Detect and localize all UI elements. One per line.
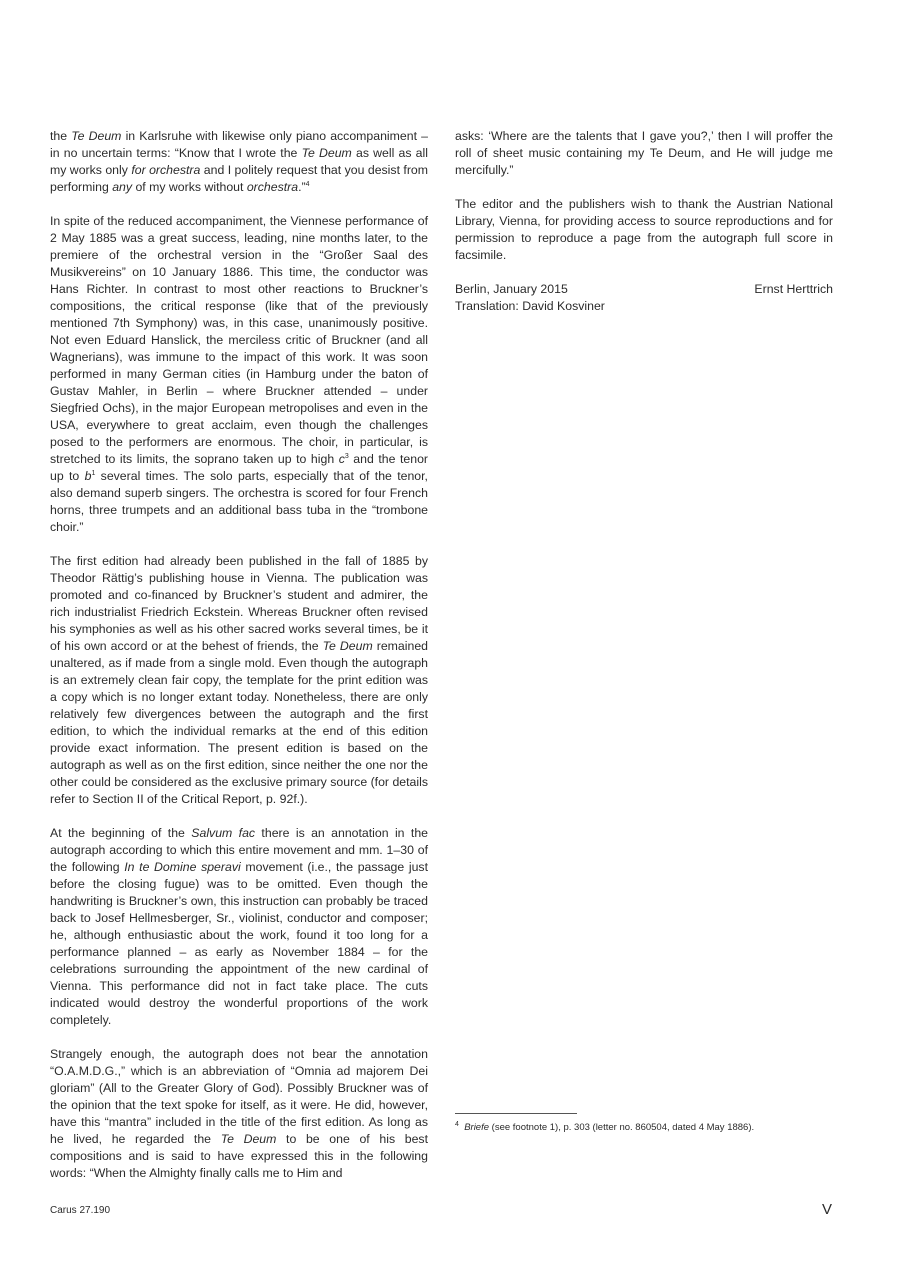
paragraph-oamdg: Strangely enough, the autograph does not bear the annotation “O.A.M.D.G.,” which is an abbreviation of “Omnia ad majorem Dei gloriam” (All to the Greater Glory of God). Possibly Bruckner was of the opinion that the text spoke for itself, as it were. He did, however, have this “mantra” included in the title of the first edition. As long as he lived, he regarded the Te Deum to be one of his best compositions and is said to have expressed this in the following words: “When the Almighty finally calls me to Him and <box>50 1047 428 1180</box>
title-salvum-fac: Salvum fac <box>191 826 256 840</box>
paragraph-acknowledgements: The editor and the publishers wish to thank the Austrian National Library, Vienna, for providing access to source reproductions and for permission to reproduce a page from the autograph full score in facsimile. <box>455 197 833 262</box>
paragraph-te-deum-letter: the Te Deum in Karlsruhe with likewise only piano accompaniment – in no uncertain terms: “Know that I wrote the Te Deum as well as all my works only for orchestra and I politely request that you desist from performing any of my works without orchestra.”$^4$ <box>50 129 428 194</box>
footnote-source: Briefe <box>464 1122 490 1133</box>
translator-credit: Translation: David Kosviner <box>455 299 605 313</box>
footnote-text: (see footnote 1), p. 303 (letter no. 860504, dated 4 May 1886). <box>489 1122 755 1133</box>
title-te-deum: Te Deum <box>220 1132 277 1146</box>
paragraph-salvum-fac: At the beginning of the Salvum fac there is an annotation in the autograph according to which this entire movement and mm. 1–30 of the following In te Domine speravi movement (i.e., the passage just before the closing fugue) was to be omitted. Even though the handwriting is Bruckner’s own, this instruction can probably be traced back to Josef Hellmesberger, Sr., violinist, conductor and composer; he, although enthusiastic about the work, found it too long for a performance planned – as early as November 1884 – for the celebrations surrounding the appointment of the new cardinal of Vienna. This performance did not in fact take place. The cuts indicated would destroy the wonderful proportions of the work completely. <box>50 826 428 1027</box>
title-in-te-domine: In te Domine speravi <box>124 860 241 874</box>
note-b: b <box>84 469 92 483</box>
footnote <box>455 1121 833 1134</box>
footnote-divider <box>455 1113 577 1114</box>
place-date: Berlin, January 2015 <box>455 282 568 296</box>
emphasis-any: any <box>112 180 133 194</box>
paragraph-quote-continuation: asks: ‘Where are the talents that I gave you?,’ then I will proffer the roll of sheet music containing my Te Deum, and He will judge me mercifully.” <box>455 129 833 177</box>
footnote-ref: 4 <box>305 180 310 188</box>
octave-mark: 1 <box>91 469 96 477</box>
left-column <box>50 128 428 1182</box>
author-name: Ernst Herttrich <box>754 282 833 296</box>
paragraph-viennese-performance: In spite of the reduced accompaniment, the Viennese performance of 2 May 1885 was a great success, leading, nine months later, to the premiere of the orchestral version in the “Großer Saal des Musikvereins” on 10 January 1886. This time, the conductor was Hans Richter. In contrast to most other reactions to Bruckner’s compositions, the critical response (like that of the previously mentioned 7th Symphony) was, in this case, unanimously positive. Not even Eduard Hanslick, the merciless critic of Bruckner (and all Wagnerians), was immune to the impact of this work. It was soon performed in many German cities (in Hamburg under the baton of Gustav Mahler, in Berlin – where Bruckner attended – under Siegfried Ochs), in the major European metropolises and even in the USA, everywhere to great acclaim, even though the challenges posed to the performers are enormous. The choir, in particular, is stretched to its limits, the soprano taken up to high $c^3$ and the tenor up to $b^1$ several times. The solo parts, especially that of the tenor, also demand superb singers. The orchestra is scored for four French horns, three trumpets and an additional bass tuba in the “trombone choir.” <box>50 214 429 534</box>
octave-mark: 3 <box>344 452 349 460</box>
signature-row <box>455 281 833 298</box>
footnote-number: 4 <box>455 1120 459 1128</box>
title-te-deum: Te Deum <box>71 129 122 143</box>
note-c: c <box>338 452 345 466</box>
title-te-deum: Te Deum <box>322 639 373 653</box>
title-te-deum: Te Deum <box>301 146 352 160</box>
paragraph-first-edition: The first edition had already been published in the fall of 1885 by Theodor Rättig’s publishing house in Vienna. The publication was promoted and co-financed by Bruckner’s student and admirer, the rich industrialist Friedrich Eckstein. Whereas Bruckner often revised his symphonies as well as his other sacred works several times, be it of his own accord or at the behest of friends, the Te Deum remained unaltered, as if made from a single mold. Even though the autograph is an extremely clean fair copy, the template for the print edition was a copy which is no longer extant today. Nonetheless, there are only relatively few divergences between the autograph and the first edition, to which the individual remarks at the end of this edition provide exact information. The present edition is based on the autograph as well as on the first edition, since neither the one nor the other could be considered as the exclusive primary source (for details refer to Section II of the Critical Report, p. 92f.). <box>50 554 428 806</box>
emphasis-orchestra: orchestra <box>246 180 299 194</box>
page-number: V <box>822 1201 833 1218</box>
catalog-number: Carus 27.190 <box>50 1205 111 1216</box>
right-column <box>455 128 833 332</box>
emphasis-for-orchestra: for orchestra <box>131 163 201 177</box>
